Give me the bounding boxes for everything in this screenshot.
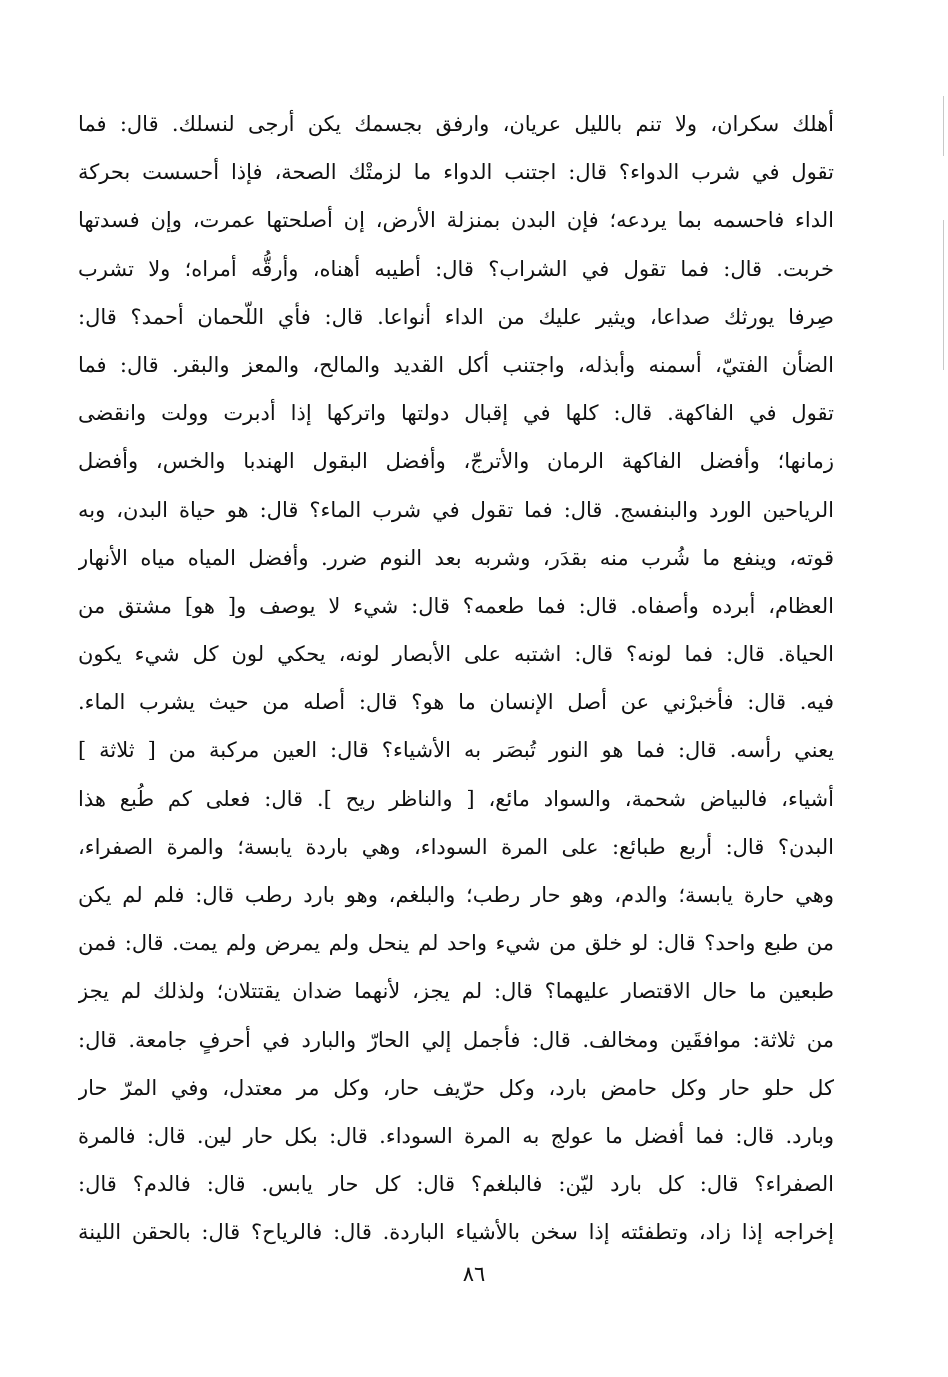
text-line: الداء فاحسمه بما يردعه؛ فإن البدن بمنزلة الأرض، إن أصلحتها عمرت، وإن فسدتها	[78, 208, 834, 233]
text-line: البدن؟ قال: أربع طبائع: على المرة السوداء، وهي باردة يابسة؛ والمرة الصفراء،	[78, 834, 834, 859]
text-line: طبعين ما حال الاقتصار عليهما؟ قال: لم يجز، لأنهما ضدان يقتتلان؛ ولذلك لم يجز	[78, 979, 834, 1004]
text-line: وبارد. قال: فما أفضل ما عولج به المرة السوداء. قال: بكل حار لين. قال: فالمرة	[78, 1123, 834, 1148]
text-line: خربت. قال: فما تقول في الشراب؟ قال: أطيبه أهناه، وأرقُّه أمراه؛ ولا تشرب	[78, 256, 834, 281]
text-line: كل حلو حار وكل حامض بارد، وكل حرّيف حار، وكل مر معتدل، وفي المرّ حار	[78, 1075, 834, 1100]
text-line: الصفراء؟ قال: كل بارد ليّن: فالبلغم؟ قال: كل حار يابس. قال: فالدم؟ قال:	[78, 1172, 834, 1197]
scan-edge-mark	[943, 96, 944, 156]
text-line: من طبع واحد؟ قال: لو خلق من شيء واحد لم ينحل ولم يمرض ولم يمت. قال: فمن	[78, 931, 834, 956]
body-text	[78, 100, 834, 1257]
text-line: يعني رأسه. قال: فما هو النور تُبصَر به الأشياء؟ قال: العين مركبة من [ ثلاثة ]	[78, 738, 834, 763]
text-line: تقول في الفاكهة. قال: كلها في إقبال دولتها واتركها إذا أدبرت وولت وانقضى	[78, 401, 834, 426]
text-line: تقول في شرب الدواء؟ قال: اجتنب الدواء ما لزمتْك الصحة، فإذا أحسست بحركة	[78, 160, 834, 185]
text-line: من ثلاثة: موافقَين ومخالف. قال: فأجمل إلي الحارّ والبارد في أحرفٍ جامعة. قال:	[78, 1027, 834, 1052]
text-line: أهلك سكران، ولا تنم بالليل عريان، وارفق بجسمك يكن أرجى لنسلك. قال: فما	[78, 112, 834, 136]
text-line: إخراجه إذا زاد، وتطفئته إذا سخن بالأشياء الباردة. قال: فالرياح؟ قال: بالحقن اللينة	[78, 1220, 834, 1245]
text-line: العظام، أبرده وأصفاه. قال: فما طعمه؟ قال: شيء لا يوصف و[ هو] مشتق من	[78, 593, 834, 618]
text-line: زمانها؛ وأفضل الفاكهة الرمان والأترجّ، وأفضل البقول الهندبا والخس، وأفضل	[78, 449, 834, 474]
text-line: الرياحين الورد والبنفسج. قال: فما تقول في شرب الماء؟ قال: هو حياة البدن، وبه	[78, 497, 834, 522]
text-line: وهي حارة يابسة؛ والدم، وهو حار رطب؛ والبلغم، وهو بارد رطب قال: فلم لم يكن	[78, 883, 834, 907]
text-line: قوته، وينفع ما شُرب منه بقدَر، وشربه بعد النوم ضرر. وأفضل المياه مياه الأنهار	[78, 545, 834, 570]
page-number: ٨٦	[462, 1262, 486, 1286]
scan-edge-mark	[943, 220, 944, 370]
text-line: صِرفا يورثك صداعا، ويثير عليك من الداء أنواعا. قال: فأي اللّحمان أحمد؟ قال:	[78, 304, 834, 329]
text-line: أشياء، فالبياض شحمة، والسواد مائع، [ والناظر ريح ]. قال: فعلى كم طُبع هذا	[78, 786, 834, 811]
text-line: فيه. قال: فأخبرْني عن أصل الإنسان ما هو؟ قال: أصله من حيث يشرب الماء.	[78, 690, 834, 715]
text-line: الضأن الفتيّ، أسمنه وأبذله، واجتنب أكل القديد والمالح، والمعز والبقر. قال: فما	[78, 352, 834, 377]
text-line: الحياة. قال: فما لونه؟ قال: اشتبه على الأبصار لونه، يحكي لون كل شيء يكون	[78, 642, 834, 667]
